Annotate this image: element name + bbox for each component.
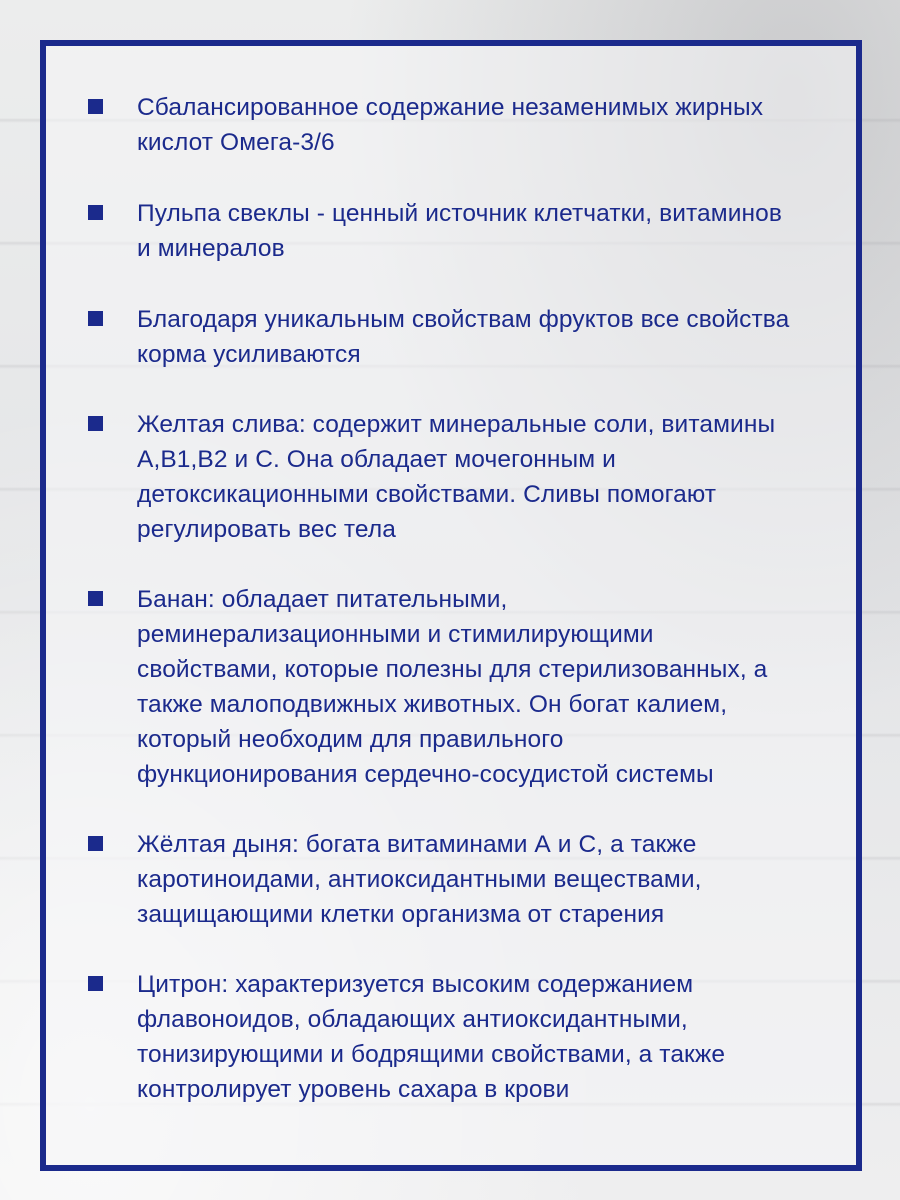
square-bullet-icon [88, 311, 103, 326]
square-bullet-icon [88, 205, 103, 220]
text-line: свойствами, которые полезны для стерилизованных, а [137, 656, 768, 683]
text-line: Желтая слива: содержит минеральные соли, витамины [137, 411, 776, 438]
text-line: реминерализационными и стимилирующими [137, 621, 654, 648]
text-line: A,B1,B2 и C. Она обладает мочегонным и [137, 446, 616, 473]
text-line: Пульпа свеклы - ценный источник клетчатки, витаминов [137, 200, 782, 227]
text-line: тонизирующими и бодрящими свойствами, а также [137, 1041, 726, 1068]
text-line: Жёлтая дыня: богата витаминами А и С, а также [137, 831, 697, 858]
text-line: детоксикационными свойствами. Сливы помогают [137, 481, 717, 508]
square-bullet-icon [88, 591, 103, 606]
text-line: который необходим для правильного [137, 726, 564, 753]
list-item-text [137, 196, 847, 266]
text-line: и минералов [137, 235, 285, 262]
text-line: Цитрон: характеризуется высоким содержанием [137, 971, 694, 998]
text-line: функционирования сердечно-сосудистой системы [137, 761, 714, 788]
text-line: корма усиливаются [137, 341, 361, 368]
text-line: Благодаря уникальным свойствам фруктов все свойства [137, 306, 790, 333]
text-line: каротиноидами, антиоксидантными веществами, [137, 866, 702, 893]
text-line: также малоподвижных животных. Он богат калием, [137, 691, 728, 718]
text-line: Банан: обладает питательными, [137, 586, 508, 613]
list-item-text [137, 407, 847, 547]
list-item-text [137, 827, 847, 932]
list-item-text [137, 302, 847, 372]
text-line: защищающими клетки организма от старения [137, 901, 665, 928]
text-line: контролирует уровень сахара в крови [137, 1076, 570, 1103]
text-line: кислот Омега-3/6 [137, 129, 335, 156]
list-item-text [137, 90, 847, 160]
text-line: Сбалансированное содержание незаменимых жирных [137, 94, 764, 121]
square-bullet-icon [88, 416, 103, 431]
list-item-text [137, 582, 847, 792]
square-bullet-icon [88, 99, 103, 114]
square-bullet-icon [88, 836, 103, 851]
content-panel [40, 40, 862, 1171]
text-line: флавоноидов, обладающих антиоксидантными, [137, 1006, 688, 1033]
square-bullet-icon [88, 976, 103, 991]
list-item-text [137, 967, 847, 1107]
text-line: регулировать вес тела [137, 516, 396, 543]
